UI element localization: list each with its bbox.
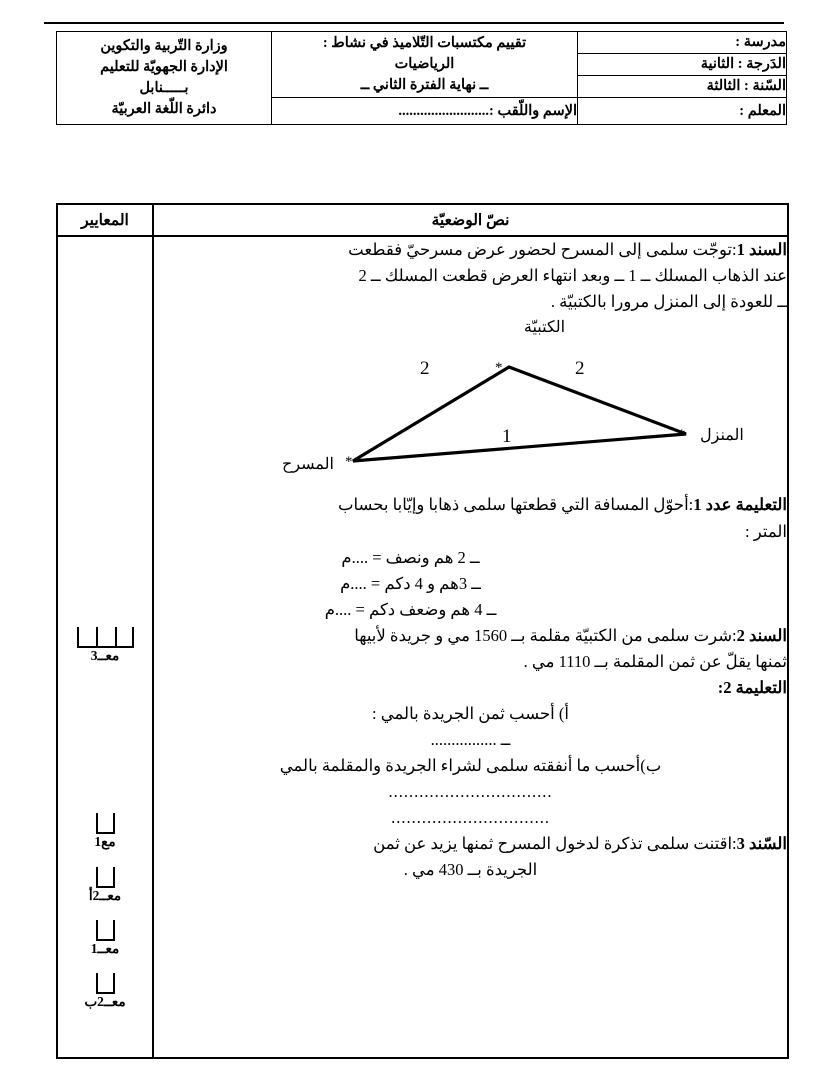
answer-line-b2[interactable]: ............................... xyxy=(391,808,550,828)
criteria-maa3 xyxy=(58,627,152,664)
school-field[interactable]: مدرسة : xyxy=(578,32,787,54)
activity-title-cell xyxy=(272,32,578,98)
edge-bottom-length-label: 1 xyxy=(502,426,512,448)
criteria-column xyxy=(57,236,153,1058)
activity-line-3: ــ نهاية الفترة الثاني ــ xyxy=(360,77,489,94)
criteria-maa2-ba xyxy=(58,973,152,1010)
header-situation-text: نصّ الوضعيّة xyxy=(153,204,788,236)
top-horizontal-rule xyxy=(44,22,784,24)
conversion-list xyxy=(154,545,787,623)
support2-text1: :شرت سلمى من الكتبيّة مقلمة بــ 1560 مي و جريدة لأبيها xyxy=(354,625,737,645)
support1-line1 xyxy=(154,237,787,263)
instruction1-line1 xyxy=(154,492,787,518)
instruction1-label: التعليمة عدد 1 xyxy=(693,495,787,515)
support2-label: السند 2 xyxy=(736,625,787,645)
answer-line-a[interactable]: ــ ................ xyxy=(430,730,511,750)
header-row-1 xyxy=(57,32,787,54)
criteria-maa1-b xyxy=(58,920,152,957)
ministry-line-3: بـــــنابل xyxy=(139,80,189,97)
support3-label: السّند 3 xyxy=(736,834,787,854)
support1-text1: :توجّت سلمى إلى المسرح لحضور عرض مسرحيّ فقطعت xyxy=(348,240,737,259)
score-box[interactable] xyxy=(96,973,115,994)
criteria-maa1-b-label: معــ1 xyxy=(90,941,120,956)
instruction2-part-a: أ) أحسب ثمن الجريدة بالمي : xyxy=(372,703,569,723)
activity-line-1: تقييم مكتسبات التّلاميذ في نشاط : xyxy=(322,35,527,51)
vertex-left-label: المسرح xyxy=(282,456,334,474)
score-box[interactable] xyxy=(96,627,115,648)
instruction1-text: :أحوّل المسافة التي قطعتها سلمى ذهابا وإيّابا بحساب xyxy=(337,495,694,515)
criteria-maa2-alef xyxy=(58,867,152,904)
score-box[interactable] xyxy=(96,920,115,941)
situation-table xyxy=(56,203,789,1059)
grade-field[interactable]: الدَرجة : الثانية xyxy=(578,54,787,76)
teacher-field[interactable]: المعلم : xyxy=(578,98,787,125)
triangle-svg xyxy=(154,340,767,492)
instruction2-label: التعليمة 2: xyxy=(717,677,787,697)
criteria-maa1-a-boxes[interactable] xyxy=(58,813,152,834)
edge-right-length-label: 2 xyxy=(575,358,585,380)
year-field[interactable]: السّنة : الثالثة xyxy=(578,76,787,98)
table-header-row xyxy=(57,204,788,236)
header-criteria: المعايير xyxy=(57,204,153,236)
conversion-item-1[interactable]: ــ 2 هم ونصف = ....م xyxy=(341,547,480,567)
score-box[interactable] xyxy=(77,627,96,648)
vertex-left-star-icon: * xyxy=(345,454,353,471)
edge-left-length-label: 2 xyxy=(420,358,430,380)
ministry-line-4: دائرة اللّغة العربيّة xyxy=(111,101,217,118)
ministry-cell xyxy=(57,32,272,125)
score-box[interactable] xyxy=(96,867,115,888)
situation-body-cell xyxy=(153,236,788,1058)
support3-text1: :اقتنت سلمى تذكرة لدخول المسرح ثمنها يزيد عن ثمن xyxy=(373,834,737,854)
criteria-maa1-a xyxy=(58,813,152,850)
support1-line3: ــ للعودة إلى المنزل مرورا بالكتبيّة . xyxy=(550,292,787,312)
criteria-maa1-a-label: مع1 xyxy=(94,834,116,849)
criteria-maa2-ba-boxes[interactable] xyxy=(58,973,152,994)
vertex-top-star-icon: * xyxy=(495,360,503,377)
criteria-maa2-alef-label: معــ2أ xyxy=(88,888,122,903)
criteria-maa2-ba-label: معــ2ب xyxy=(84,994,126,1009)
conversion-item-3[interactable]: ــ 4 هم وضعف دكم = ....م xyxy=(324,599,497,619)
vertex-right-label: المنزل xyxy=(700,427,744,445)
ministry-line-2: الإدارة الجهويّة للتعليم xyxy=(100,59,228,75)
criteria-maa1-b-boxes[interactable] xyxy=(58,920,152,941)
support1-label: السند 1 xyxy=(736,240,787,259)
criteria-maa3-boxes[interactable] xyxy=(58,627,152,648)
ministry-line-1: وزارة التّربية والتكوين xyxy=(100,37,228,54)
support2-line1 xyxy=(154,623,787,649)
criteria-maa2-alef-boxes[interactable] xyxy=(58,867,152,888)
support2-line2: ثمنها يقلّ عن ثمن المقلمة بــ 1110 مي . xyxy=(523,651,787,671)
criteria-maa3-label: معــ3 xyxy=(90,648,120,663)
route-triangle-diagram xyxy=(154,340,787,492)
activity-line-2: الرياضيات xyxy=(394,56,455,73)
student-name-field[interactable]: الإسم واللّقب :......................... xyxy=(272,98,578,125)
support3-line1 xyxy=(154,831,787,857)
triangle-shape xyxy=(353,367,686,461)
table-body-row xyxy=(57,236,788,1058)
conversion-item-2[interactable]: ــ 3هم و 4 دكم = ....م xyxy=(340,573,481,593)
instruction2-part-b: ب)أحسب ما أنفقته سلمى لشراء الجريدة والمقلمة بالمي xyxy=(279,756,662,776)
instruction1-line2: المتر : xyxy=(745,521,787,541)
vertex-right-star-icon: * xyxy=(678,427,686,444)
support3-line2: الجريدة بــ 430 مي . xyxy=(403,860,538,880)
answer-line-b1[interactable]: ................................ xyxy=(388,782,553,802)
diagram-vertex-top-label: الكتبيّة xyxy=(523,319,566,337)
score-box[interactable] xyxy=(96,813,115,834)
header-table xyxy=(56,31,787,125)
support1-line2: عند الذهاب المسلك ــ 1 ــ وبعد انتهاء العرض قطعت المسلك ــ 2 xyxy=(358,266,787,286)
score-box[interactable] xyxy=(115,627,134,648)
